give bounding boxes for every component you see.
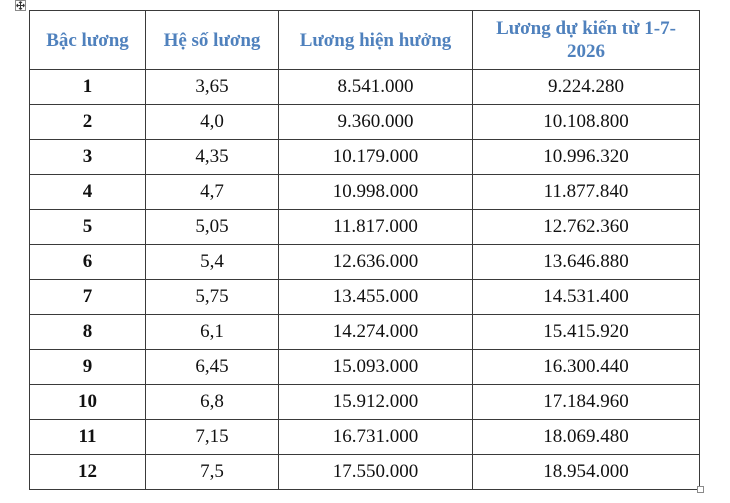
cell-coefficient: 5,05: [146, 210, 279, 245]
cell-current-salary: 11.817.000: [279, 210, 473, 245]
cell-projected-salary: 17.184.960: [473, 385, 700, 420]
header-salary-level: Bậc lương: [30, 11, 146, 70]
cell-current-salary: 13.455.000: [279, 280, 473, 315]
cell-projected-salary: 18.069.480: [473, 420, 700, 455]
table-row: [30, 350, 700, 385]
cell-level: 7: [30, 280, 146, 315]
cell-projected-salary: 10.108.800: [473, 105, 700, 140]
cell-coefficient: 4,7: [146, 175, 279, 210]
table-resize-handle-icon[interactable]: [697, 486, 704, 493]
header-projected-salary: Lương dự kiến từ 1-7-2026: [473, 11, 700, 70]
cell-projected-salary: 13.646.880: [473, 245, 700, 280]
table-header-row: [30, 11, 700, 70]
cell-projected-salary: 18.954.000: [473, 455, 700, 490]
cell-coefficient: 7,5: [146, 455, 279, 490]
table-row: [30, 210, 700, 245]
cell-current-salary: 14.274.000: [279, 315, 473, 350]
cell-projected-salary: 9.224.280: [473, 70, 700, 105]
cell-coefficient: 6,1: [146, 315, 279, 350]
cell-projected-salary: 10.996.320: [473, 140, 700, 175]
cell-projected-salary: 12.762.360: [473, 210, 700, 245]
cell-current-salary: 9.360.000: [279, 105, 473, 140]
cell-coefficient: 7,15: [146, 420, 279, 455]
cell-level: 3: [30, 140, 146, 175]
table-row: [30, 280, 700, 315]
table-row: [30, 315, 700, 350]
cell-level: 2: [30, 105, 146, 140]
cell-current-salary: 12.636.000: [279, 245, 473, 280]
cell-current-salary: 8.541.000: [279, 70, 473, 105]
table-row: [30, 105, 700, 140]
cell-level: 11: [30, 420, 146, 455]
cell-level: 8: [30, 315, 146, 350]
cell-current-salary: 16.731.000: [279, 420, 473, 455]
cell-level: 10: [30, 385, 146, 420]
header-current-salary: Lương hiện hưởng: [279, 11, 473, 70]
cell-level: 5: [30, 210, 146, 245]
table-row: [30, 140, 700, 175]
cell-current-salary: 15.912.000: [279, 385, 473, 420]
cell-projected-salary: 15.415.920: [473, 315, 700, 350]
table-move-handle-icon[interactable]: [15, 0, 26, 11]
table-row: [30, 245, 700, 280]
cell-current-salary: 17.550.000: [279, 455, 473, 490]
cell-coefficient: 4,35: [146, 140, 279, 175]
cell-level: 9: [30, 350, 146, 385]
cell-coefficient: 6,45: [146, 350, 279, 385]
table-row: [30, 455, 700, 490]
table-row: [30, 70, 700, 105]
cell-coefficient: 5,75: [146, 280, 279, 315]
table-row: [30, 420, 700, 455]
cell-current-salary: 10.998.000: [279, 175, 473, 210]
cell-projected-salary: 14.531.400: [473, 280, 700, 315]
cell-projected-salary: 16.300.440: [473, 350, 700, 385]
cell-coefficient: 5,4: [146, 245, 279, 280]
cell-current-salary: 15.093.000: [279, 350, 473, 385]
cell-current-salary: 10.179.000: [279, 140, 473, 175]
cell-coefficient: 6,8: [146, 385, 279, 420]
cell-level: 4: [30, 175, 146, 210]
cell-coefficient: 3,65: [146, 70, 279, 105]
salary-table: [29, 10, 700, 490]
table-row: [30, 385, 700, 420]
header-salary-coefficient: Hệ số lương: [146, 11, 279, 70]
cell-level: 12: [30, 455, 146, 490]
cell-level: 6: [30, 245, 146, 280]
cell-level: 1: [30, 70, 146, 105]
table-row: [30, 175, 700, 210]
cell-coefficient: 4,0: [146, 105, 279, 140]
cell-projected-salary: 11.877.840: [473, 175, 700, 210]
